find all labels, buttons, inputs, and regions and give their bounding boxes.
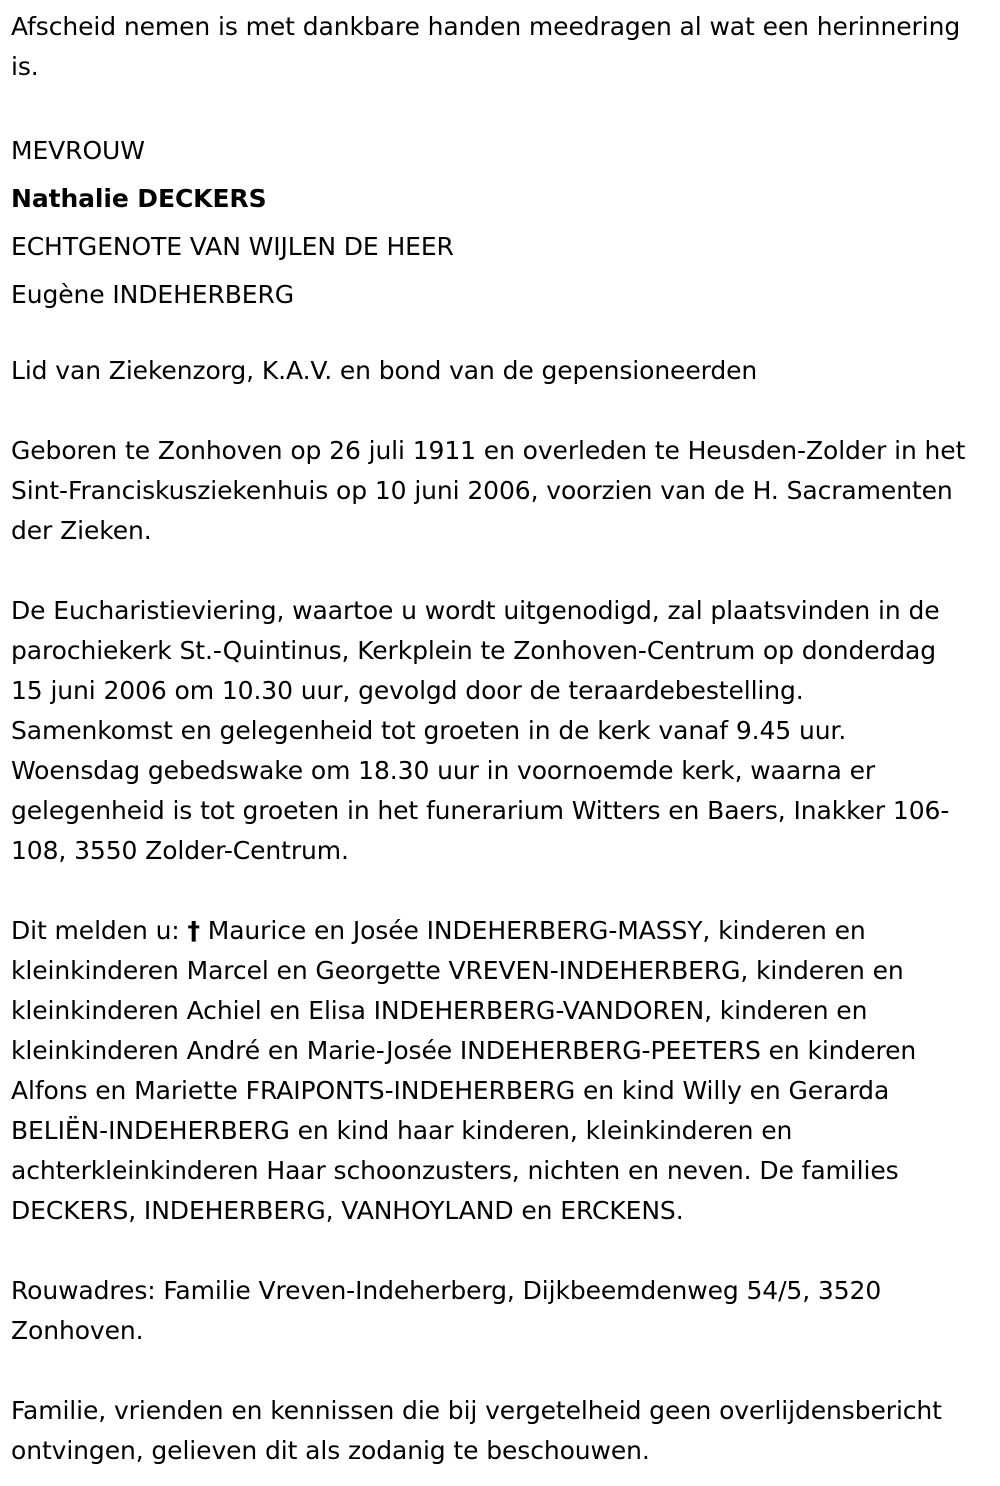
birth-death-paragraph: Geboren te Zonhoven op 26 juli 1911 en overleden te Heusden-Zolder in het Sint-Franciskusziekenhuis op 10 juni 2006, voorzien van de H. Sacramenten der Zieken. <box>11 436 966 545</box>
spacer <box>11 87 969 127</box>
announcement-names: Maurice en Josée INDEHERBERG-MASSY, kinderen en kleinkinderen Marcel en Georgette VREVEN-INDEHERBERG, kinderen en kleinkinderen Achiel en Elisa INDEHERBERG-VANDOREN, kinderen en kleinkinderen André en Marie-Josée INDEHERBERG-PEETERS en kinderen Alfons en Mariette FRAIPONTS-INDEHERBERG en kind Willy en Gerarda BELIËN-INDEHERBERG en kind haar kinderen, kleinkinderen en achterkleinkinderen Haar schoonzusters, nichten en neven. De families DECKERS, INDEHERBERG, VANHOYLAND en ERCKENS. <box>11 916 917 1225</box>
spacer <box>11 391 969 431</box>
spouse-name: Eugène INDEHERBERG <box>11 280 295 309</box>
relation-line: ECHTGENOTE VAN WIJLEN DE HEER <box>11 232 454 261</box>
membership-line: Lid van Ziekenzorg, K.A.V. en bond van de gepensioneerden <box>11 356 758 385</box>
spacer <box>11 1231 969 1271</box>
cross-icon: † <box>187 916 200 945</box>
spacer <box>11 871 969 911</box>
honorific: MEVROUW <box>11 136 145 165</box>
spacer <box>11 1351 969 1391</box>
announcement-paragraph <box>11 911 969 1231</box>
spacer <box>11 551 969 591</box>
closing-paragraph: Familie, vrienden en kennissen die bij vergetelheid geen overlijdensbericht ontvingen, gelieven dit als zodanig te beschouwen. <box>11 1396 942 1465</box>
announcement-prefix: Dit melden u: <box>11 916 188 945</box>
mourning-address: Rouwadres: Familie Vreven-Indeherberg, Dijkbeemdenweg 54/5, 3520 Zonhoven. <box>11 1276 882 1345</box>
ceremony-paragraph: De Eucharistieviering, waartoe u wordt uitgenodigd, zal plaatsvinden in de parochiekerk St.-Quintinus, Kerkplein te Zonhoven-Centrum op donderdag 15 juni 2006 om 10.30 uur, gevolgd door de teraardebestelling. Samenkomst en gelegenheid tot groeten in de kerk vanaf 9.45 uur. Woensdag gebedswake om 18.30 uur in voornoemde kerk, waarna er gelegenheid is tot groeten in het funerarium Witters en Baers, Inakker 106-108, 3550 Zolder-Centrum. <box>11 596 950 865</box>
opening-quote: Afscheid nemen is met dankbare handen meedragen al wat een herinnering is. <box>11 12 961 81</box>
spacer <box>11 319 969 351</box>
deceased-name: Nathalie DECKERS <box>11 184 267 213</box>
